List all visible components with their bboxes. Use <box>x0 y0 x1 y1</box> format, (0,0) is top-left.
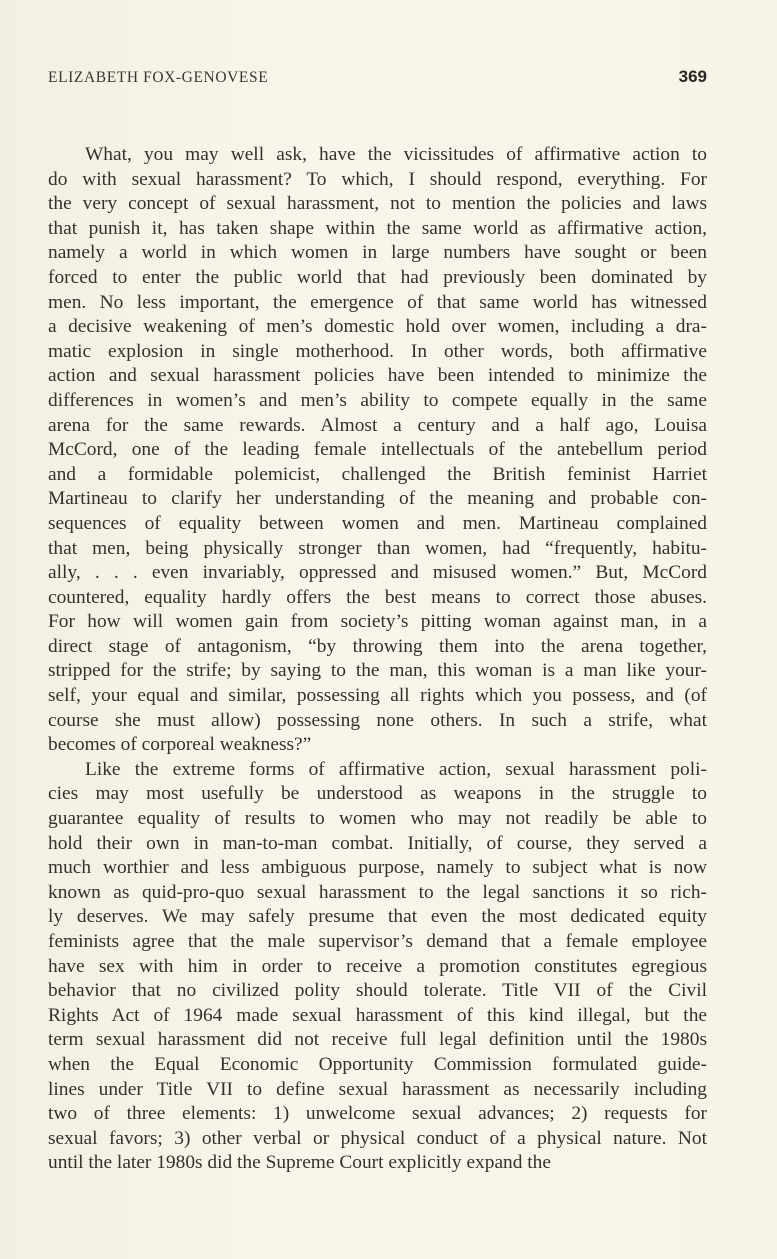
page-number: 369 <box>678 67 707 86</box>
text-line: hold their own in man-to-man combat. Initially, of course, they served a <box>48 832 707 854</box>
text-line: guarantee equality of results to women who may not readily be able to <box>48 808 707 830</box>
text-line: term sexual harassment did not receive full legal definition until the 1980s <box>48 1029 707 1051</box>
text-line: self, your equal and similar, possessing all rights which you possess, and (of <box>48 685 707 707</box>
text-line: when the Equal Economic Opportunity Commission formulated guide- <box>48 1053 707 1075</box>
text-line: Like the extreme forms of affirmative action, sexual harassment poli- <box>85 758 707 780</box>
text-line: direct stage of antagonism, “by throwing them into the arena together, <box>48 635 707 657</box>
text-line: forced to enter the public world that had previously been dominated by <box>48 266 707 288</box>
text-line: known as quid-pro-quo sexual harassment to the legal sanctions it so rich- <box>48 881 707 903</box>
text-line: stripped for the strife; by saying to the man, this woman is a man like your- <box>48 660 707 682</box>
text-line: behavior that no civilized polity should tolerate. Title VII of the Civil <box>48 980 707 1002</box>
text-line: do with sexual harassment? To which, I should respond, everything. For <box>48 168 707 190</box>
author-name: ELIZABETH FOX-GENOVESE <box>48 69 269 86</box>
text-line: ly deserves. We may safely presume that even the most dedicated equity <box>48 906 707 928</box>
text-line: McCord, one of the leading female intellectuals of the antebellum period <box>48 439 707 461</box>
text-line: have sex with him in order to receive a promotion constitutes egregious <box>48 955 707 977</box>
text-line: arena for the same rewards. Almost a century and a half ago, Louisa <box>48 414 707 436</box>
text-line: cies may most usefully be understood as weapons in the struggle to <box>48 783 707 805</box>
text-line: two of three elements: 1) unwelcome sexual advances; 2) requests for <box>48 1103 707 1125</box>
text-line: that punish it, has taken shape within the same world as affirmative action, <box>48 217 707 239</box>
text-line: lines under Title VII to define sexual harassment as necessarily including <box>48 1078 707 1100</box>
text-line: men. No less important, the emergence of that same world has witnessed <box>48 291 707 313</box>
running-head <box>48 69 707 91</box>
text-line: countered, equality hardly offers the best means to correct those abuses. <box>48 586 707 608</box>
paragraph <box>48 758 707 1176</box>
text-line: becomes of corporeal weakness?” <box>48 734 312 756</box>
text-line: feminists agree that the male supervisor’s demand that a female employee <box>48 931 707 952</box>
text-line: course she must allow) possessing none others. In such a strife, what <box>48 709 707 731</box>
text-line: and a formidable polemicist, challenged the British feminist Harriet <box>48 463 707 485</box>
text-line: Rights Act of 1964 made sexual harassment of this kind illegal, but the <box>48 1004 707 1026</box>
paragraph <box>48 143 707 758</box>
text-line: action and sexual harassment policies have been intended to minimize the <box>48 365 707 387</box>
text-line: the very concept of sexual harassment, not to mention the policies and laws <box>48 193 707 215</box>
text-line: Martineau to clarify her understanding of the meaning and probable con- <box>48 488 707 510</box>
text-line: What, you may well ask, have the vicissitudes of affirmative action to <box>85 144 707 165</box>
text-line: ally, . . . even invariably, oppressed and misused women.” But, McCord <box>48 562 707 584</box>
text-line: namely a world in which women in large numbers have sought or been <box>48 242 707 264</box>
text-line: sexual favors; 3) other verbal or physical conduct of a physical nature. Not <box>48 1127 707 1149</box>
text-line: For how will women gain from society’s pitting woman against man, in a <box>48 611 707 633</box>
text-line: sequences of equality between women and men. Martineau complained <box>48 512 707 534</box>
text-line: matic explosion in single motherhood. In other words, both affirmative <box>48 340 707 362</box>
text-line: a decisive weakening of men’s domestic hold over women, including a dra- <box>48 316 707 338</box>
text-line: much worthier and less ambiguous purpose, namely to subject what is now <box>48 857 707 879</box>
text-line: that men, being physically stronger than women, had “frequently, habitu- <box>48 537 707 559</box>
text-line: differences in women’s and men’s ability to compete equally in the same <box>48 389 707 411</box>
body-text <box>48 143 707 1176</box>
text-line: until the later 1980s did the Supreme Court explicitly expand the <box>48 1152 551 1174</box>
